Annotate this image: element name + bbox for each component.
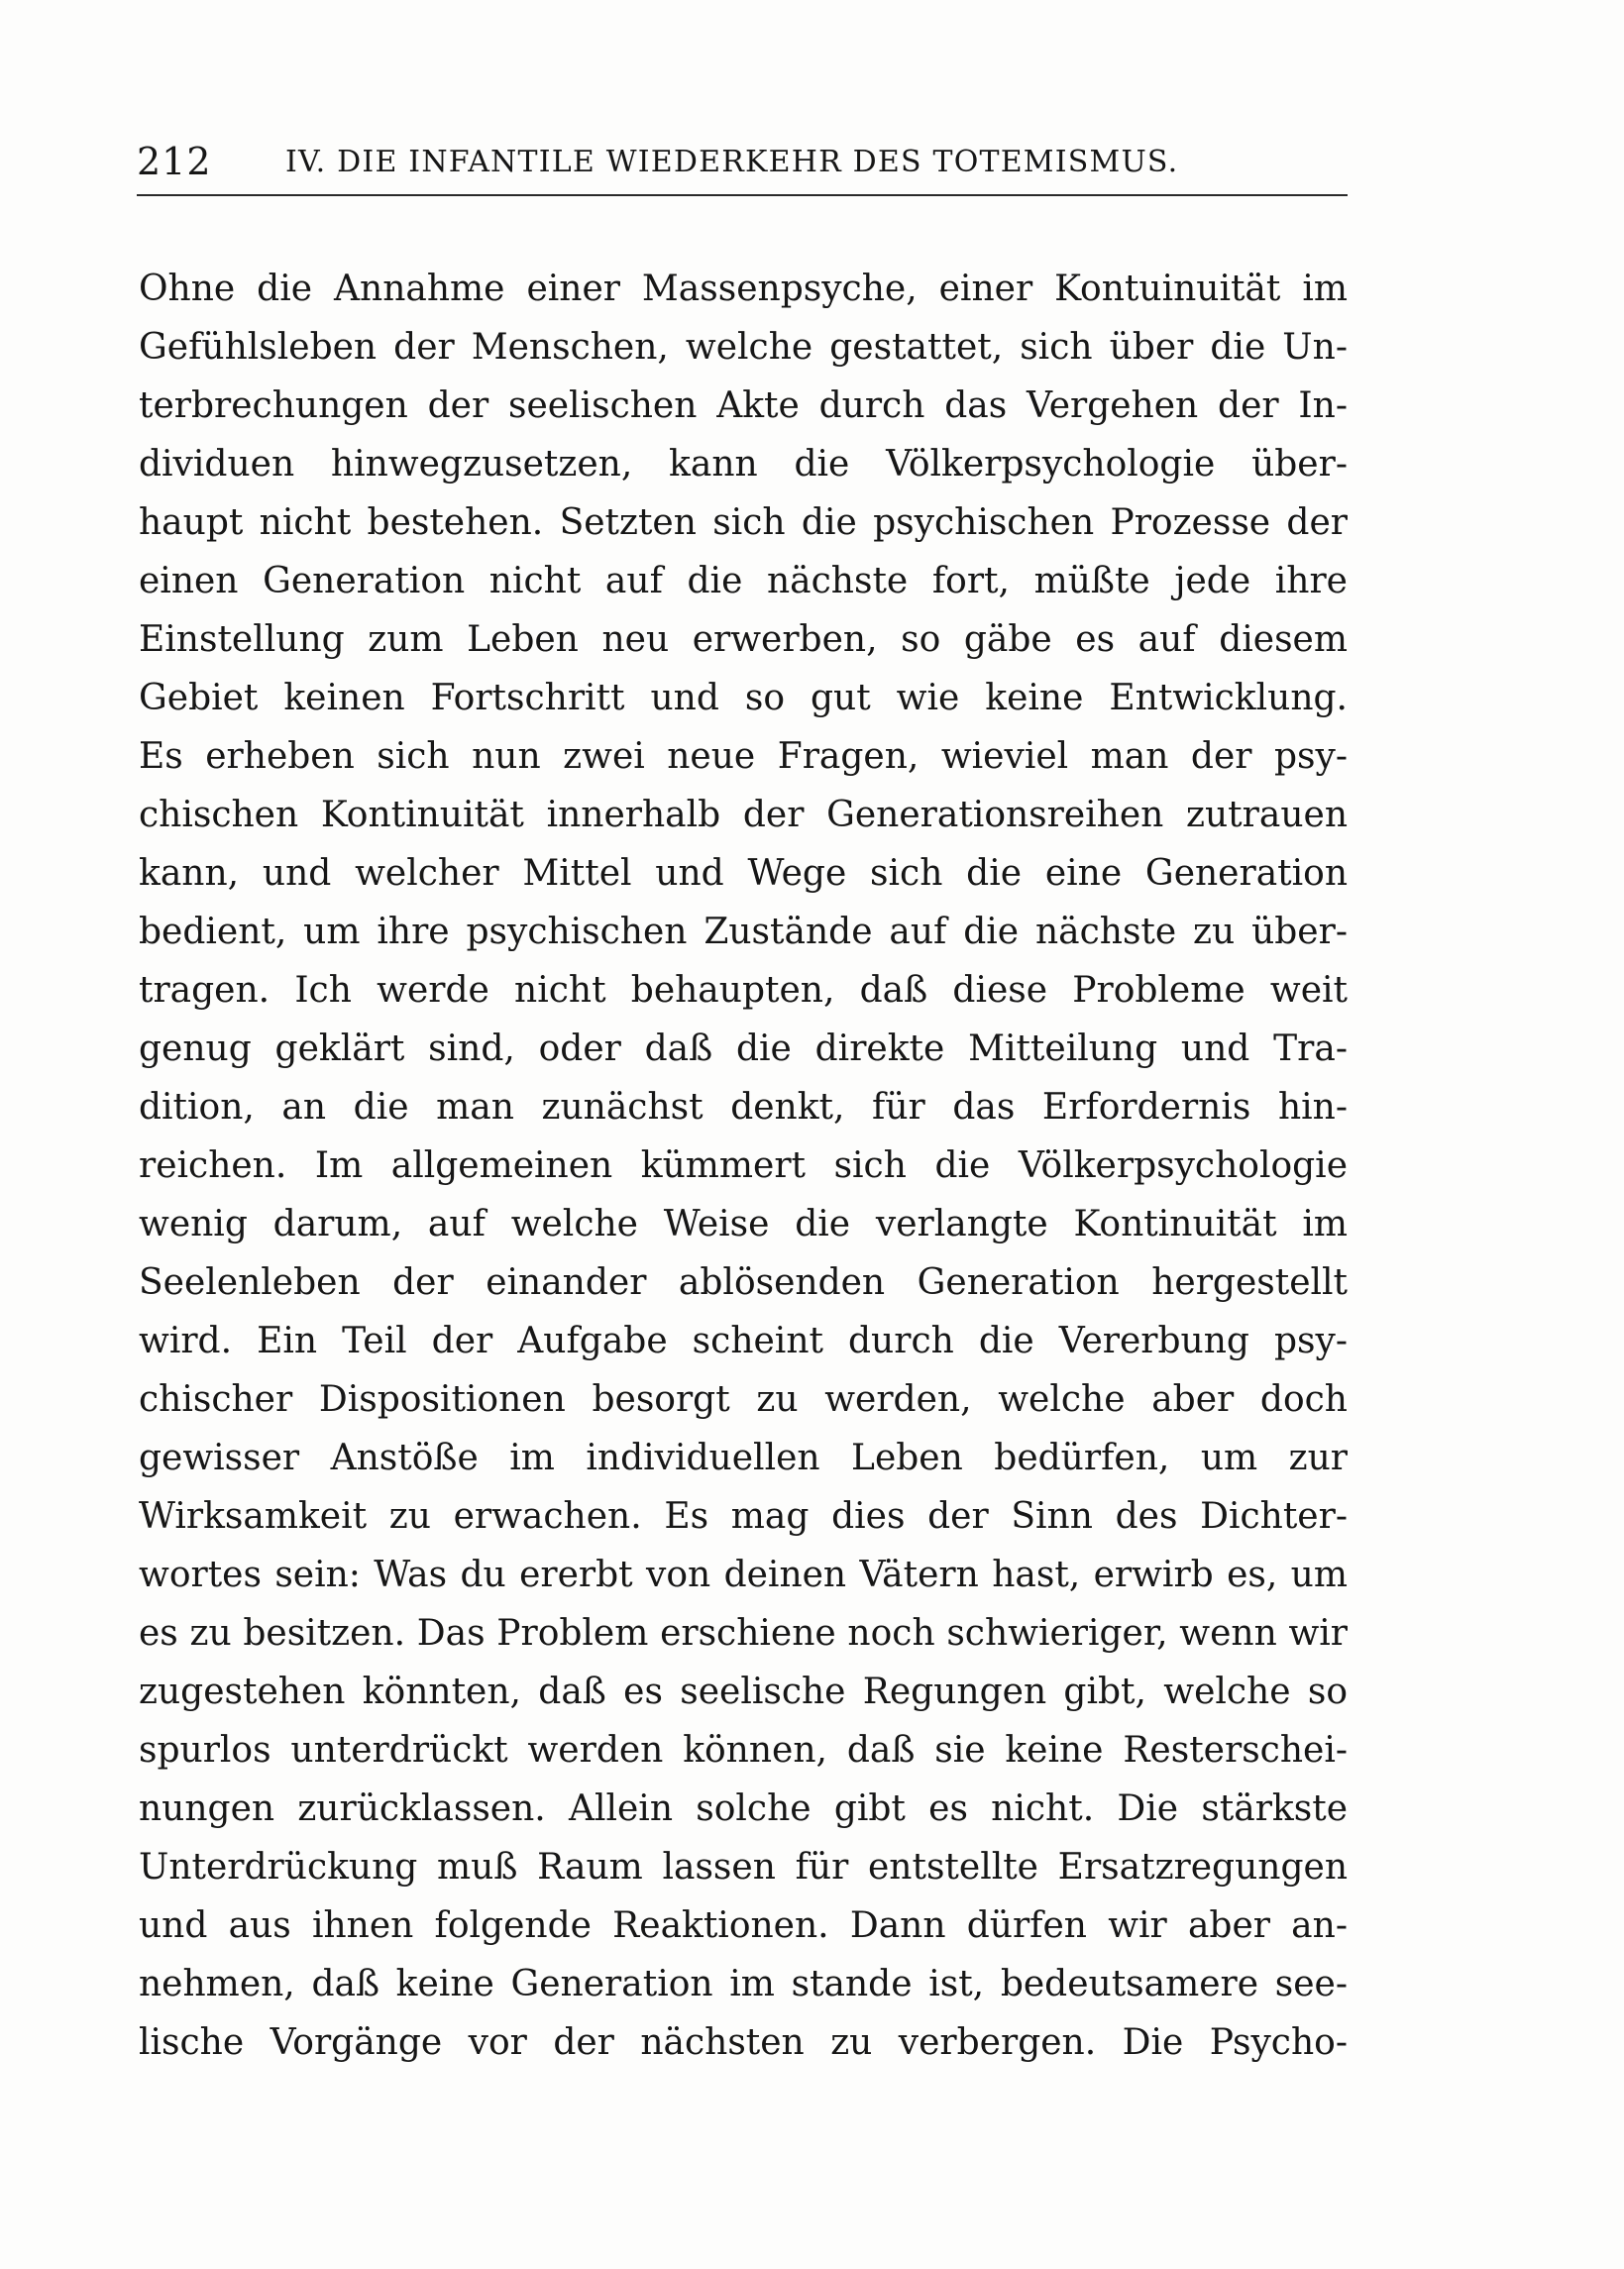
text-line: chischen Kontinuität innerhalb der Generationsreihen zutrauen	[139, 795, 1348, 835]
text-line: zugestehen könnten, daß es seelische Regungen gibt, welche so	[139, 1672, 1348, 1712]
text-line: Wirksamkeit zu erwachen. Es mag dies der Sinn des Dichter-	[139, 1496, 1348, 1537]
text-line: Ohne die Annahme einer Massenpsyche, einer Kontuinuität im	[139, 269, 1348, 309]
text-line: und aus ihnen folgende Reaktionen. Dann dürfen wir aber an-	[139, 1905, 1348, 1946]
text-line: wortes sein: Was du ererbt von deinen Vätern hast, erwirb es, um	[139, 1555, 1348, 1595]
text-line: Es erheben sich nun zwei neue Fragen, wieviel man der psy-	[139, 736, 1348, 777]
text-line: einen Generation nicht auf die nächste fort, müßte jede ihre	[139, 561, 1348, 601]
text-line: chischer Dispositionen besorgt zu werden, welche aber doch	[139, 1379, 1348, 1420]
text-line: haupt nicht bestehen. Setzten sich die psychischen Prozesse der	[139, 502, 1348, 543]
text-line: Unterdrückung muß Raum lassen für entstellte Ersatzregungen	[139, 1847, 1348, 1888]
text-line: dividuen hinwegzusetzen, kann die Völkerpsychologie über-	[139, 444, 1348, 485]
text-line: dition, an die man zunächst denkt, für das Erfordernis hin-	[139, 1087, 1348, 1128]
text-line: nehmen, daß keine Generation im stande ist, bedeutsamere see-	[139, 1964, 1348, 2004]
text-line: bedient, um ihre psychischen Zustände auf die nächste zu über-	[139, 912, 1348, 952]
text-line: reichen. Im allgemeinen kümmert sich die Völkerpsychologie	[139, 1145, 1348, 1186]
page-number: 212	[137, 140, 212, 183]
text-line: tragen. Ich werde nicht behaupten, daß diese Probleme weit	[139, 970, 1348, 1011]
text-line: spurlos unterdrückt werden können, daß sie keine Resterschei-	[139, 1730, 1348, 1771]
text-line: wenig darum, auf welche Weise die verlangte Kontinuität im	[139, 1204, 1348, 1244]
text-line: genug geklärt sind, oder daß die direkte Mitteilung und Tra-	[139, 1028, 1348, 1069]
chapter-title: IV. DIE INFANTILE WIEDERKEHR DES TOTEMISMUS.	[285, 145, 1179, 179]
text-line: es zu besitzen. Das Problem erschiene noch schwieriger, wenn wir	[139, 1613, 1348, 1654]
text-line: Gebiet keinen Fortschritt und so gut wie keine Entwicklung.	[139, 678, 1348, 718]
text-line: Gefühlsleben der Menschen, welche gestattet, sich über die Un-	[139, 327, 1348, 368]
text-line: kann, und welcher Mittel und Wege sich die eine Generation	[139, 853, 1348, 894]
text-line: nungen zurücklassen. Allein solche gibt es nicht. Die stärkste	[139, 1788, 1348, 1829]
header-rule	[137, 194, 1348, 196]
text-line: Seelenleben der einander ablösenden Generation hergestellt	[139, 1262, 1348, 1303]
text-line: Einstellung zum Leben neu erwerben, so gäbe es auf diesem	[139, 619, 1348, 660]
body-text	[139, 260, 1348, 2072]
text-line: wird. Ein Teil der Aufgabe scheint durch die Vererbung psy-	[139, 1321, 1348, 1361]
running-head	[137, 137, 1351, 186]
text-line: gewisser Anstöße im individuellen Leben bedürfen, um zur	[139, 1438, 1348, 1478]
text-line: terbrechungen der seelischen Akte durch das Vergehen der In-	[139, 385, 1348, 426]
text-line: lische Vorgänge vor der nächsten zu verbergen. Die Psycho-	[139, 2022, 1348, 2063]
